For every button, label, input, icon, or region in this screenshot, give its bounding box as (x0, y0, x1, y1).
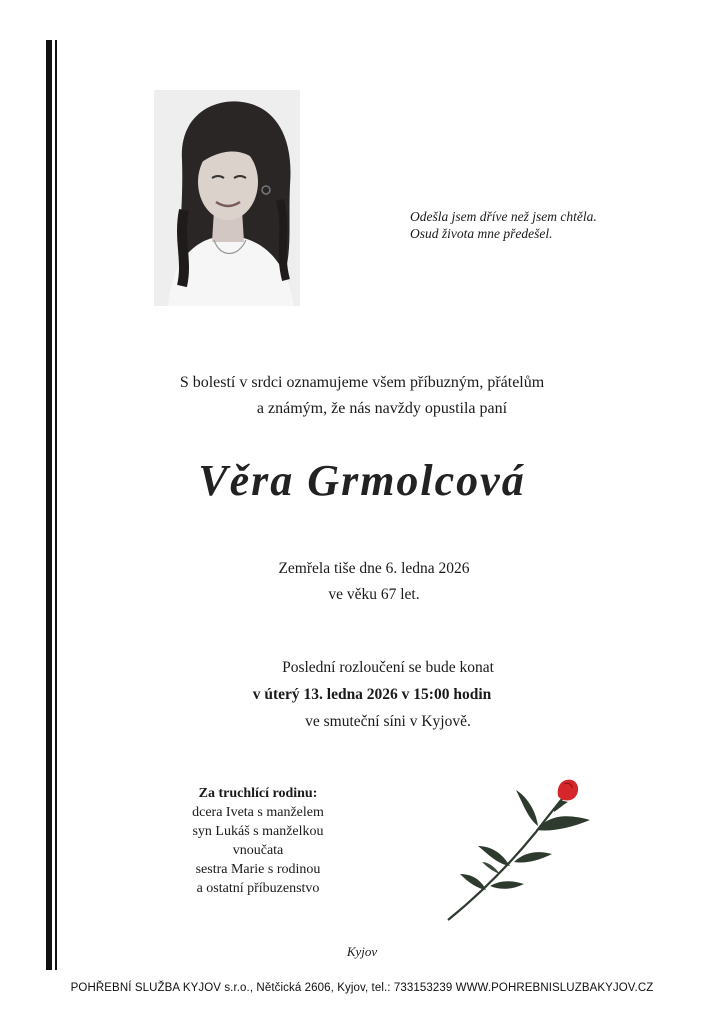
family-member: a ostatní příbuzenstvo (196, 881, 320, 896)
family-member: syn Lukáš s manželkou (192, 824, 324, 839)
death-date: Zemřela tiše dne 6. ledna 2026 (278, 560, 470, 577)
funeral-service-footer: POHŘEBNÍ SLUŽBA KYJOV s.r.o., Nětčická 2606, Kyjov, tel.: 733153239 WWW.POHREBNISLUZBAKYJOV.CZ (70, 982, 654, 994)
announcement-line-1: S bolestí v srdci oznamujeme všem příbuzným, přátelům (179, 374, 545, 391)
motto-quote (410, 208, 597, 242)
death-age: ve věku 67 let. (328, 586, 420, 603)
farewell-details (0, 654, 724, 735)
portrait-photo (154, 90, 300, 306)
farewell-datetime: v úterý 13. ledna 2026 v 15:00 hodin (252, 686, 492, 703)
family-heading: Za truchlící rodinu: (198, 786, 318, 801)
death-details (0, 556, 724, 608)
family-member: vnoučata (232, 843, 284, 858)
deceased-name: Věra Grmolcová (198, 456, 526, 505)
mourning-family (140, 784, 376, 898)
motto-line-2: Osud života mne předešel. (410, 226, 553, 241)
family-member: sestra Marie s rodinou (195, 862, 321, 877)
family-member: dcera Iveta s manželem (192, 805, 324, 820)
rose-icon (440, 774, 610, 924)
farewell-venue: ve smuteční síni v Kyjově. (305, 713, 471, 730)
announcement-line-2: a známým, že nás navždy opustila paní (256, 400, 508, 417)
announcement-text (0, 370, 724, 422)
farewell-line-1: Poslední rozloučení se bude konat (282, 659, 494, 676)
place-name: Kyjov (346, 944, 378, 959)
motto-line-1: Odešla jsem dříve než jsem chtěla. (410, 209, 597, 224)
